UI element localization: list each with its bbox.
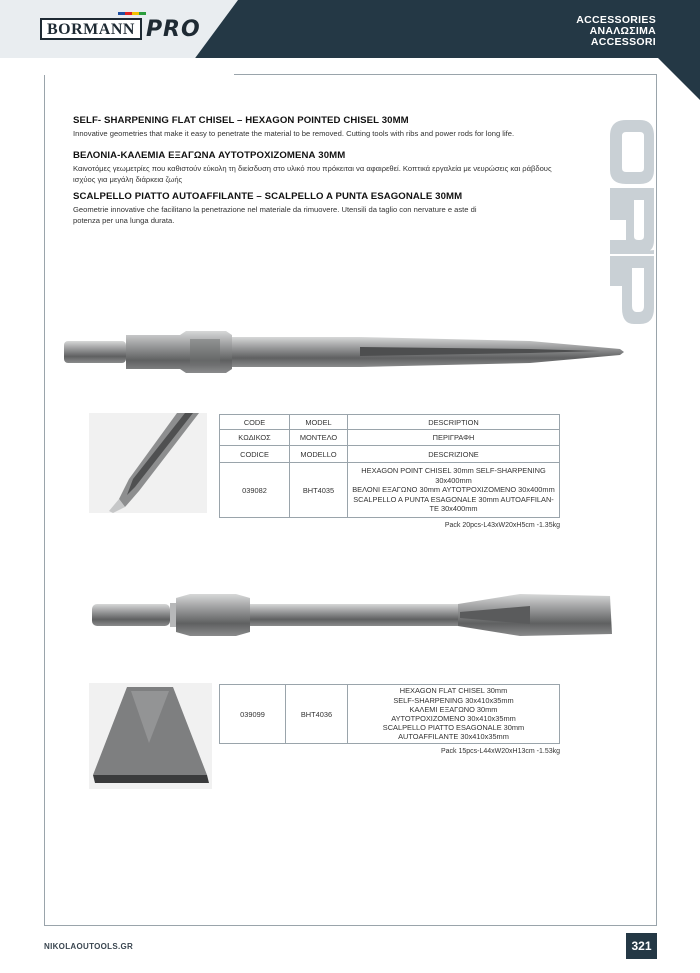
col-header-description-el: ΠΕΡΙΓΡΑΦΗ — [348, 430, 560, 446]
desc-it-line2: potenza per una lunga durata. — [73, 216, 175, 225]
product-code: 039082 — [220, 463, 290, 518]
brand-logo — [40, 16, 201, 42]
page-number: 321 — [626, 933, 657, 959]
table-row — [220, 685, 560, 744]
brand-flag-icon — [118, 12, 146, 15]
desc-en: Innovative geometries that make it easy to penetrate the material to be removed. Cutting tools with ribs and power rods for long life. — [73, 129, 515, 138]
description-line: AUTOAFFILANTE 30x410x35mm — [398, 732, 509, 742]
spec-table-2 — [219, 684, 560, 744]
description-line: HEXAGON POINT CHISEL 30mm SELF-SHARPENING — [361, 466, 546, 476]
category-it: ACCESSORI — [590, 36, 656, 48]
col-header-code: CODE — [220, 415, 290, 430]
brand-pro-label: PRO — [145, 16, 201, 42]
description-line: ΒΕΛΟΝΙ ΕΞΑΓΩΝΟ 30mm ΑΥΤΟΤΡΟΧΙΖΟΜΕΝΟ 30x400mm — [352, 485, 555, 495]
flat-tip-photo — [89, 683, 212, 789]
pro-watermark-icon — [606, 108, 658, 328]
desc-el-line2: ισχύος για μεγάλη διάρκεια ζωής — [73, 175, 183, 184]
desc-it-line1: Geometrie innovative che facilitano la penetrazione nel materiale da rimuovere. Utensili da taglio con nervature e aste di — [73, 205, 477, 214]
pack-info-1: Pack 20pcs-L43xW20xH5cm -1.35kg — [444, 522, 560, 529]
description-line: ΚΑΛΕΜΙ ΕΞΑΓΩΝΟ 30mm — [409, 704, 498, 714]
title-it: SCALPELLO PIATTO AUTOAFFILANTE – SCALPELLO A PUNTA ESAGONALE 30MM — [73, 191, 463, 202]
col-header-model: MODEL — [290, 415, 348, 430]
col-header-code-el: ΚΩΔΙΚΟΣ — [220, 430, 290, 446]
category-en: ACCESSORIES — [576, 14, 656, 26]
desc-el-line1: Καινοτόμες γεωμετρίες που καθιστούν εύκολη τη διείσδυση στο υλικό που πρόκειται να αφαιρεθεί. Κοπτικά εργαλεία με νευρώσεις και ράβδους — [73, 164, 552, 173]
spec-table-1 — [219, 414, 560, 518]
col-header-model-it: MODELLO — [290, 446, 348, 463]
col-header-model-el: ΜΟΝΤΕΛΟ — [290, 430, 348, 446]
point-tip-photo — [89, 413, 207, 513]
product-description — [348, 685, 560, 744]
product-model: BHT4036 — [286, 685, 348, 744]
description-line: HEXAGON FLAT CHISEL 30mm — [399, 686, 508, 696]
description-line: TE 30x400mm — [429, 504, 478, 514]
col-header-description: DESCRIPTION — [348, 415, 560, 430]
description-line: ΑΥΤΟΤΡΟΧΙΖΟΜΕΝΟ 30x410x35mm — [391, 714, 516, 723]
pack-info-2: Pack 15pcs-L44xW20xH13cm -1.53kg — [440, 748, 560, 755]
product-description — [348, 463, 560, 518]
product-model: BHT4035 — [290, 463, 348, 518]
category-el: ΑΝΑΛΩΣΙΜΑ — [589, 25, 656, 37]
description-line: SCALPELLO A PUNTA ESAGONALE 30mm AUTOAFFILAN- — [353, 494, 554, 504]
footer-website: NIKOLAOUTOOLS.GR — [44, 942, 134, 951]
pointed-chisel-image — [60, 325, 628, 381]
product-code: 039099 — [220, 685, 286, 744]
description-line: SCALPELLO PIATTO ESAGONALE 30mm — [382, 723, 525, 733]
flat-chisel-image — [90, 590, 616, 642]
frame-corner-cut — [44, 74, 234, 98]
category-label — [576, 15, 656, 48]
col-header-description-it: DESCRIZIONE — [348, 446, 560, 463]
table-row — [220, 463, 560, 518]
header-corner-accent — [658, 58, 700, 100]
description-line: 30x400mm — [435, 475, 472, 485]
title-el: ΒΕΛΟΝΙΑ-ΚΑΛΕΜΙΑ ΕΞΑΓΩΝΑ ΑΥΤΟΤΡΟΧΙΖΟΜΕΝΑ 30MM — [73, 150, 346, 161]
title-en: SELF- SHARPENING FLAT CHISEL – HEXAGON POINTED CHISEL 30MM — [73, 115, 409, 126]
col-header-code-it: CODICE — [220, 446, 290, 463]
description-line: SELF-SHARPENING 30x410x35mm — [393, 695, 514, 705]
brand-name: BORMANN — [40, 18, 142, 40]
